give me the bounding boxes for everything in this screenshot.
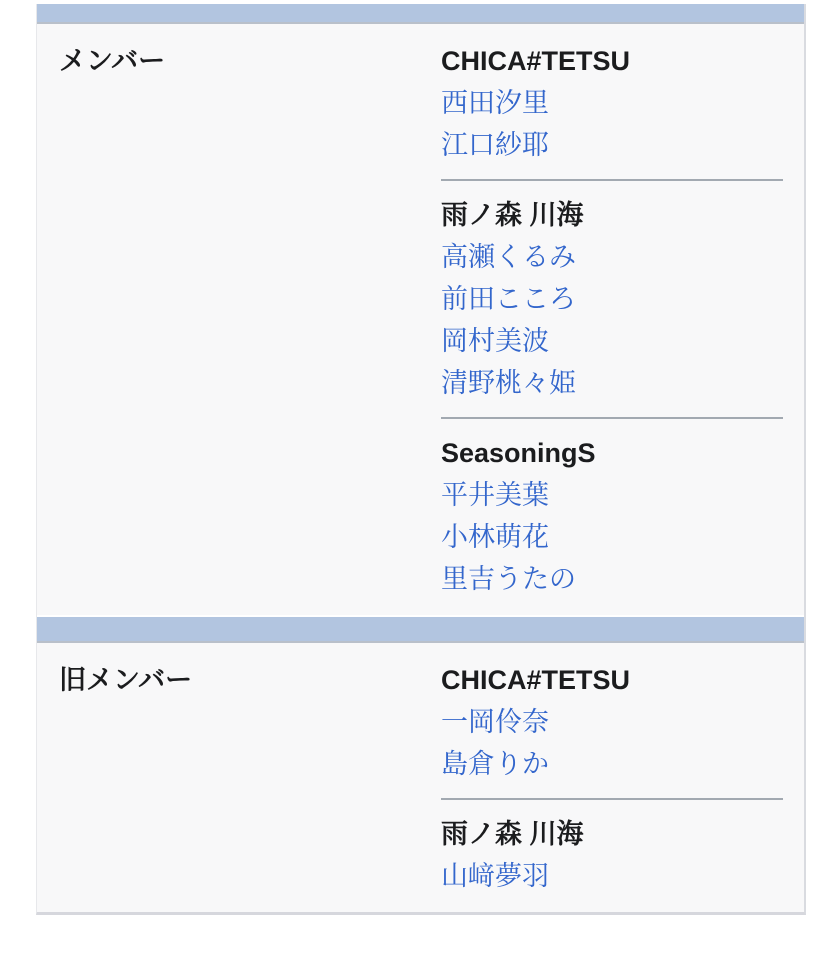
member-link[interactable]: 小林萌花 — [441, 522, 549, 552]
member-link[interactable]: 山﨑夢羽 — [441, 861, 549, 891]
group-name: 雨ノ森 川海 — [441, 200, 584, 230]
member-link[interactable]: 一岡伶奈 — [441, 707, 549, 737]
section-header-bar — [37, 617, 804, 643]
group-name: 雨ノ森 川海 — [441, 819, 584, 849]
section-header-bar — [37, 4, 804, 24]
member-link[interactable]: 平井美葉 — [441, 480, 549, 510]
member-link[interactable]: 里吉うたの — [441, 564, 576, 594]
separator-line — [441, 179, 783, 181]
member-link[interactable]: 清野桃々姫 — [441, 368, 576, 398]
separator-line — [441, 417, 783, 419]
member-link[interactable]: 島倉りか — [441, 749, 549, 779]
infobox-table — [36, 4, 806, 915]
member-value-cell — [422, 24, 804, 615]
group-name: SeasoningS — [441, 438, 596, 468]
member-value-cell — [422, 643, 804, 912]
group-name: CHICA#TETSU — [441, 665, 631, 695]
member-role-label: メンバー — [59, 46, 166, 76]
member-link[interactable]: 江口紗耶 — [441, 130, 549, 160]
member-role-label: 旧メンバー — [59, 665, 193, 695]
member-link[interactable]: 岡村美波 — [441, 326, 549, 356]
member-section-row — [37, 643, 804, 912]
separator-line — [441, 798, 783, 800]
member-link[interactable]: 高瀬くるみ — [441, 242, 576, 272]
group-name: CHICA#TETSU — [441, 46, 631, 76]
member-link[interactable]: 前田こころ — [441, 284, 576, 314]
member-link[interactable]: 西田汐里 — [441, 88, 549, 118]
infobox-body — [37, 4, 804, 912]
member-section-row — [37, 24, 804, 615]
